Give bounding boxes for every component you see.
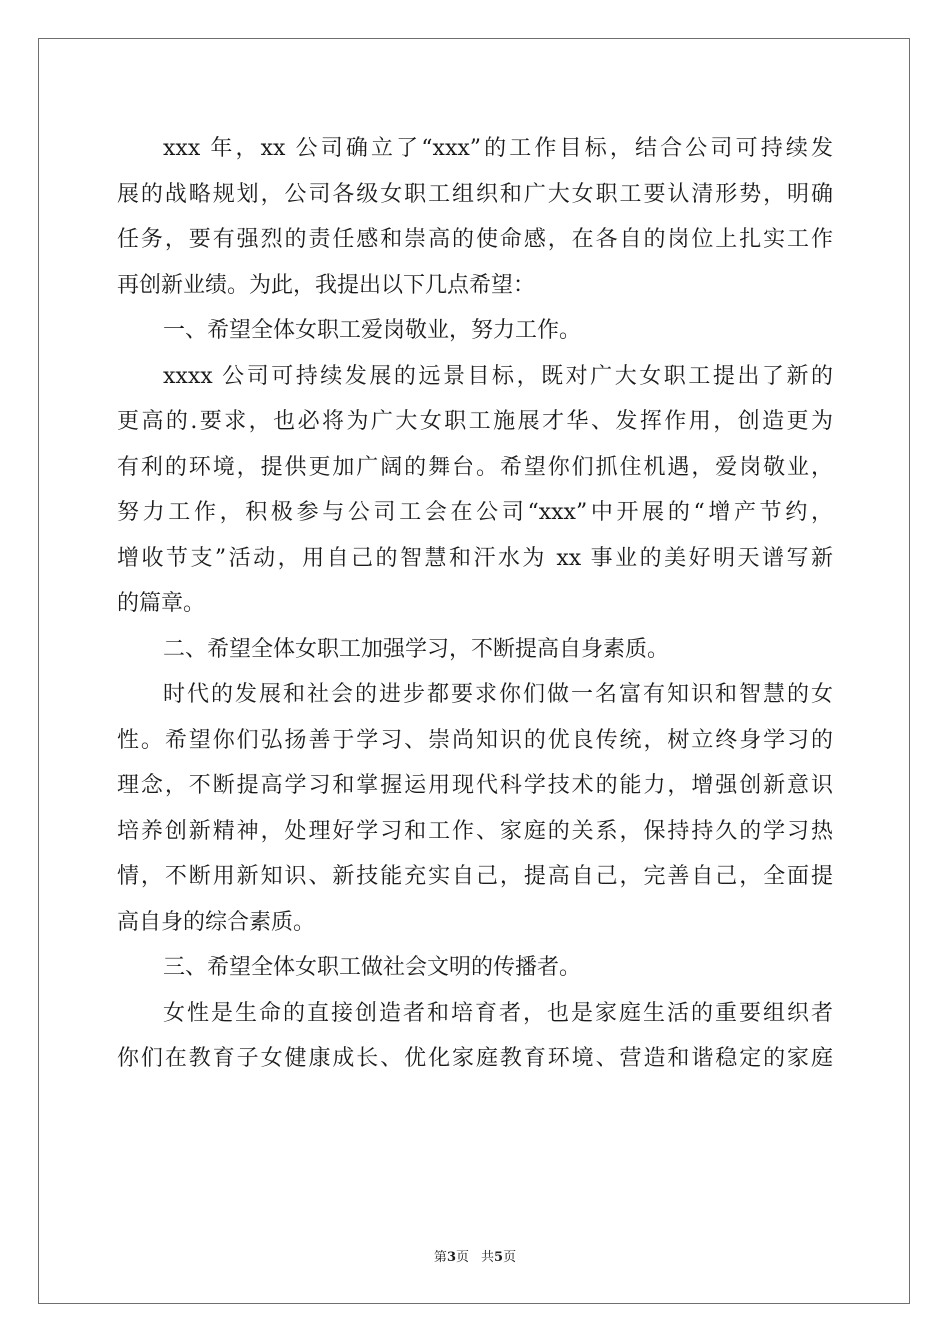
page-suffix: 页 [455,1250,469,1265]
text-line: xxxx 公司可持续发展的远景目标，既对广大女职工提出了新的 [163,363,833,389]
text-line: 时代的发展和社会的进步都要求你们做一名富有知识和智慧的女 [163,682,833,707]
text-line: 你们在教育子女健康成长、优化家庭教育环境、营造和谐稳定的家庭 [117,1046,833,1071]
text-line: 女性是生命的直接创造者和培育者，也是家庭生活的重要组织者 [163,1000,833,1026]
text-line: 理念，不断提高学习和掌握运用现代科学技术的能力，增强创新意识 [117,773,833,798]
total-prefix: 共 [481,1250,495,1265]
section-heading: 一、希望全体女职工爱岗敬业，努力工作。 [163,318,582,343]
total-suffix: 页 [503,1250,517,1265]
text-line: xxx 年，xx 公司确立了“xxx”的工作目标，结合公司可持续发 [163,136,833,161]
section-heading: 二、希望全体女职工加强学习，不断提高自身素质。 [163,636,670,662]
text-line: 展的战略规划，公司各级女职工组织和广大女职工要认清形势，明确 [117,181,833,207]
text-line: 努力工作，积极参与公司工会在公司“xxx”中开展的“增产节约， [117,500,833,525]
document-body [117,126,833,1082]
text-line: 培养创新精神，处理好学习和工作、家庭的关系，保持持久的学习热 [117,818,833,844]
text-line: 情，不断用新知识、新技能充实自己，提高自己，完善自己，全面提 [117,864,833,889]
text-line: 更高的.要求，也必将为广大女职工施展才华、发挥作用，创造更为 [117,409,833,434]
text-line: 高自身的综合素质。 [117,909,316,935]
text-line: 有利的环境，提供更加广阔的舞台。希望你们抓住机遇，爱岗敬业， [117,454,833,480]
text-line: 性。希望你们弘扬善于学习、崇尚知识的优良传统，树立终身学习的 [117,727,833,753]
text-line: 任务，要有强烈的责任感和崇高的使命感，在各自的岗位上扎实工作 [117,227,833,252]
page-footer [0,1246,950,1265]
section-heading: 三、希望全体女职工做社会文明的传播者。 [163,955,582,980]
text-line: 增收节支”活动，用自己的智慧和汗水为 xx 事业的美好明天谱写新 [117,545,833,571]
text-line: 再创新业绩。为此，我提出以下几点希望： [117,272,536,298]
page-prefix: 第 [433,1250,447,1265]
text-line: 的篇章。 [117,591,206,616]
total-page-number: 5 [494,1250,504,1265]
current-page-number: 3 [446,1250,456,1265]
